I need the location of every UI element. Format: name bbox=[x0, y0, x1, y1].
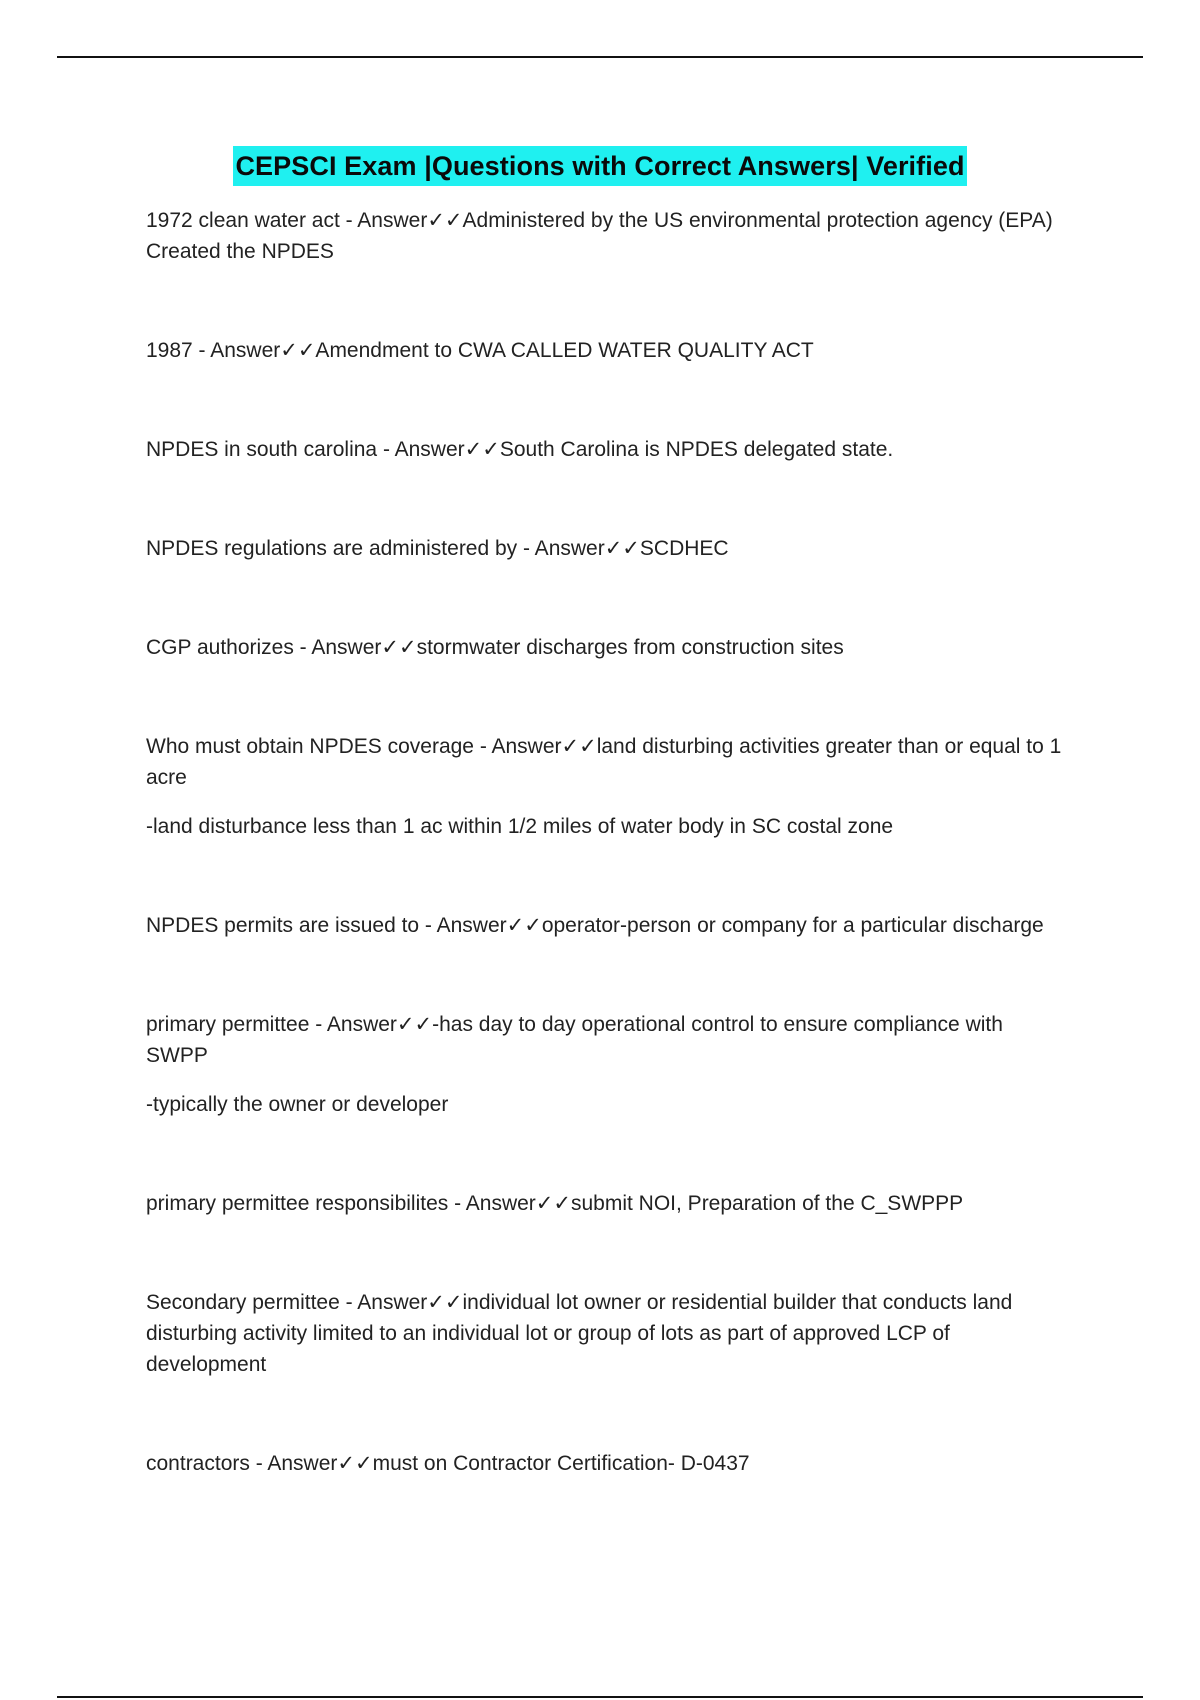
qa-entry bbox=[146, 335, 1066, 366]
qa-entry bbox=[146, 1009, 1066, 1120]
qa-continuation: -land disturbance less than 1 ac within 1/2 miles of water body in SC costal zone bbox=[146, 815, 894, 838]
qa-text: Secondary permittee - Answer✓✓individual lot owner or residential builder that conducts land disturbing activity limited to an individual lot or group of lots as part of approved LCP of development bbox=[146, 1291, 1013, 1376]
qa-list bbox=[146, 205, 1066, 1547]
bottom-rule bbox=[57, 1696, 1143, 1698]
qa-text: CGP authorizes - Answer✓✓stormwater discharges from construction sites bbox=[146, 636, 844, 659]
qa-text: NPDES permits are issued to - Answer✓✓operator-person or company for a particular discharge bbox=[146, 914, 1044, 937]
qa-text: 1987 - Answer✓✓Amendment to CWA CALLED WATER QUALITY ACT bbox=[146, 339, 814, 362]
qa-entry bbox=[146, 731, 1066, 842]
qa-entry bbox=[146, 434, 1066, 465]
qa-text: NPDES in south carolina - Answer✓✓South Carolina is NPDES delegated state. bbox=[146, 438, 894, 461]
qa-text: contractors - Answer✓✓must on Contractor Certification- D-0437 bbox=[146, 1452, 750, 1475]
qa-text: Who must obtain NPDES coverage - Answer✓✓land disturbing activities greater than or equal to 1 acre bbox=[146, 735, 1062, 789]
qa-entry bbox=[146, 1188, 1066, 1219]
qa-entry bbox=[146, 1287, 1066, 1380]
top-rule bbox=[57, 56, 1143, 58]
qa-entry bbox=[146, 533, 1066, 564]
qa-entry bbox=[146, 205, 1066, 267]
qa-text: primary permittee responsibilites - Answer✓✓submit NOI, Preparation of the C_SWPPP bbox=[146, 1192, 964, 1215]
qa-text: 1972 clean water act - Answer✓✓Administered by the US environmental protection agency (EPA) Created the NPDES bbox=[146, 209, 1053, 263]
document-title: CEPSCI Exam |Questions with Correct Answers| Verified bbox=[233, 146, 966, 186]
title-container bbox=[0, 146, 1200, 186]
qa-entry bbox=[146, 1448, 1066, 1479]
qa-continuation: -typically the owner or developer bbox=[146, 1093, 449, 1116]
qa-text: primary permittee - Answer✓✓-has day to day operational control to ensure compliance with SWPP bbox=[146, 1013, 1003, 1067]
qa-text: NPDES regulations are administered by - Answer✓✓SCDHEC bbox=[146, 537, 729, 560]
qa-entry bbox=[146, 910, 1066, 941]
qa-entry bbox=[146, 632, 1066, 663]
